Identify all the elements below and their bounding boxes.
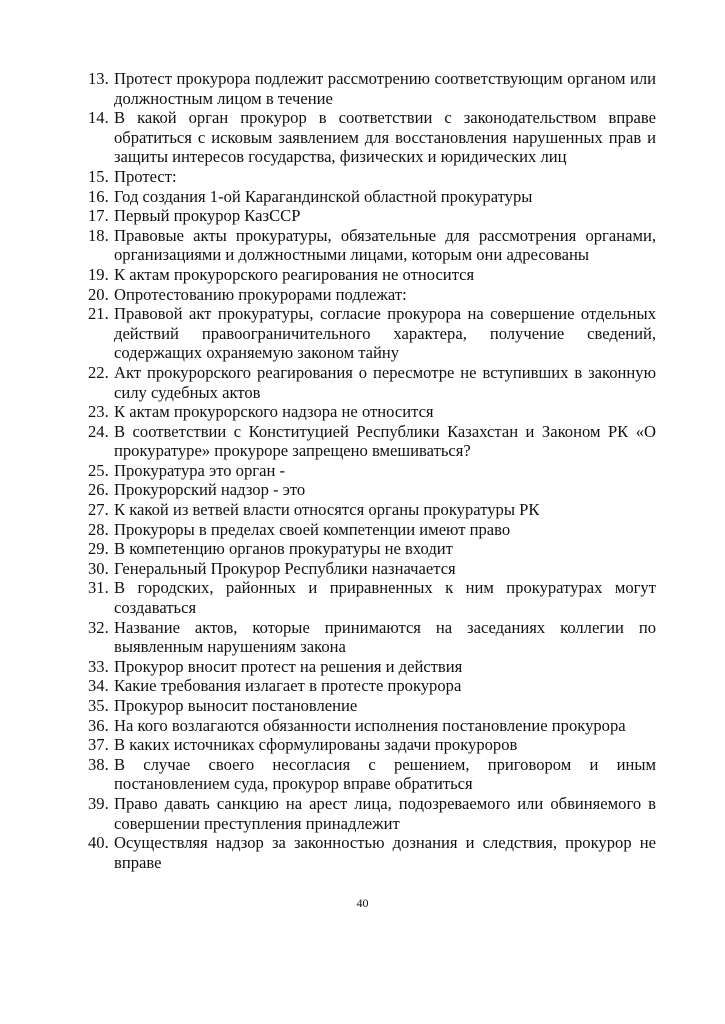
question-number: 23. <box>88 402 109 422</box>
question-number: 40. <box>88 833 109 853</box>
question-number: 24. <box>88 421 109 441</box>
question-text: Название актов, которые принимаются на заседаниях коллегии по выявленным нарушениям закона <box>114 617 656 657</box>
question-text: Протест: <box>114 166 177 186</box>
question-number: 37. <box>88 735 109 755</box>
question-item <box>88 167 656 187</box>
question-item <box>88 735 656 755</box>
question-item <box>88 108 656 167</box>
question-number: 31. <box>88 578 109 598</box>
question-text: Прокурорский надзор - это <box>114 480 306 500</box>
question-text: На кого возлагаются обязанности исполнения постановление прокурора <box>114 715 626 735</box>
page-number: 40 <box>356 896 369 910</box>
question-item <box>88 363 656 402</box>
question-number: 34. <box>88 676 109 696</box>
question-text: Прокуроры в пределах своей компетенции имеют право <box>114 519 511 539</box>
question-text: К актам прокурорского реагирования не относится <box>114 264 475 284</box>
question-text: Год создания 1-ой Карагандинской областной прокуратуры <box>114 186 533 206</box>
question-number: 28. <box>88 519 109 539</box>
question-item <box>88 226 656 265</box>
question-number: 36. <box>88 715 109 735</box>
question-text: В соответствии с Конституцией Республики Казахстан и Законом РК «О прокуратуре» прокуроре запрещено вмешиваться? <box>114 421 656 461</box>
question-item <box>88 559 656 579</box>
question-number: 17. <box>88 206 109 226</box>
question-number: 22. <box>88 362 109 382</box>
question-text: В компетенцию органов прокуратуры не входит <box>114 539 453 559</box>
question-text: Генеральный Прокурор Республики назначается <box>114 558 456 578</box>
question-item <box>88 520 656 540</box>
question-number: 26. <box>88 480 109 500</box>
question-text: К актам прокурорского надзора не относится <box>114 402 434 422</box>
question-number: 20. <box>88 284 109 304</box>
question-text: Какие требования излагает в протесте прокурора <box>114 676 462 696</box>
question-item <box>88 833 656 872</box>
question-text: Право давать санкцию на арест лица, подозреваемого или обвиняемого в совершении преступления принадлежит <box>114 793 656 833</box>
question-text: Правовой акт прокуратуры, согласие прокурора на совершение отдельных действий правоограничительного характера, получение сведений, содержащих охраняемую законом тайну <box>114 304 656 363</box>
question-number: 21. <box>88 304 109 324</box>
question-item <box>88 304 656 363</box>
question-number: 19. <box>88 264 109 284</box>
question-number: 35. <box>88 696 109 715</box>
question-item <box>88 578 656 617</box>
question-number: 39. <box>88 793 109 813</box>
question-item <box>88 265 656 285</box>
question-text: Прокуратура это орган - <box>114 460 285 480</box>
question-item <box>88 480 656 500</box>
question-number: 16. <box>88 186 109 206</box>
question-item <box>88 461 656 481</box>
question-item <box>88 187 656 207</box>
question-item <box>88 794 656 833</box>
question-number: 33. <box>88 656 109 676</box>
question-item <box>88 755 656 794</box>
question-number: 25. <box>88 460 109 480</box>
question-text: В каких источниках сформулированы задачи прокуроров <box>114 735 518 755</box>
question-text: Акт прокурорского реагирования о пересмотре не вступивших в законную силу судебных актов <box>114 362 656 402</box>
question-number: 29. <box>88 539 109 559</box>
question-text: Осуществляя надзор за законностью дознания и следствия, прокурор не вправе <box>114 833 656 872</box>
question-text: Прокурор выносит постановление <box>114 696 358 715</box>
question-number: 32. <box>88 617 109 637</box>
question-number: 18. <box>88 225 109 245</box>
question-text: К какой из ветвей власти относятся органы прокуратуры РК <box>114 500 540 520</box>
question-text: В случае своего несогласия с решением, приговором и иным постановлением суда, прокурор вправе обратиться <box>114 754 656 794</box>
question-item <box>88 716 656 736</box>
question-text: В городских, районных и приравненных к ним прокуратурах могут создаваться <box>114 578 656 618</box>
question-text: Протест прокурора подлежит рассмотрению соответствующим органом или должностным лицом в течение <box>114 69 656 108</box>
question-text: Первый прокурор КазССР <box>114 206 301 226</box>
question-number: 38. <box>88 754 109 774</box>
question-number: 14. <box>88 108 109 128</box>
question-item <box>88 618 656 657</box>
question-item <box>88 422 656 461</box>
question-number: 30. <box>88 558 109 578</box>
question-item <box>88 206 656 226</box>
question-item <box>88 539 656 559</box>
question-text: Правовые акты прокуратуры, обязательные для рассмотрения органами, организациями и должностными лицами, которым они адресованы <box>114 225 656 265</box>
question-item <box>88 285 656 305</box>
question-item <box>88 402 656 422</box>
question-number: 13. <box>88 69 109 88</box>
question-text: В какой орган прокурор в соответствии с законодательством вправе обратиться с исковым заявлением для восстановления нарушенных прав и защиты интересов государства, физических и юридических лиц <box>114 108 656 167</box>
question-text: Опротестованию прокурорами подлежат: <box>114 284 407 304</box>
question-list <box>88 69 656 872</box>
question-item <box>88 657 656 677</box>
question-item <box>88 69 656 108</box>
question-number: 15. <box>88 166 109 186</box>
question-item <box>88 500 656 520</box>
question-item <box>88 696 656 716</box>
question-item <box>88 676 656 696</box>
question-text: Прокурор вносит протест на решения и действия <box>114 656 463 676</box>
question-number: 27. <box>88 500 109 520</box>
